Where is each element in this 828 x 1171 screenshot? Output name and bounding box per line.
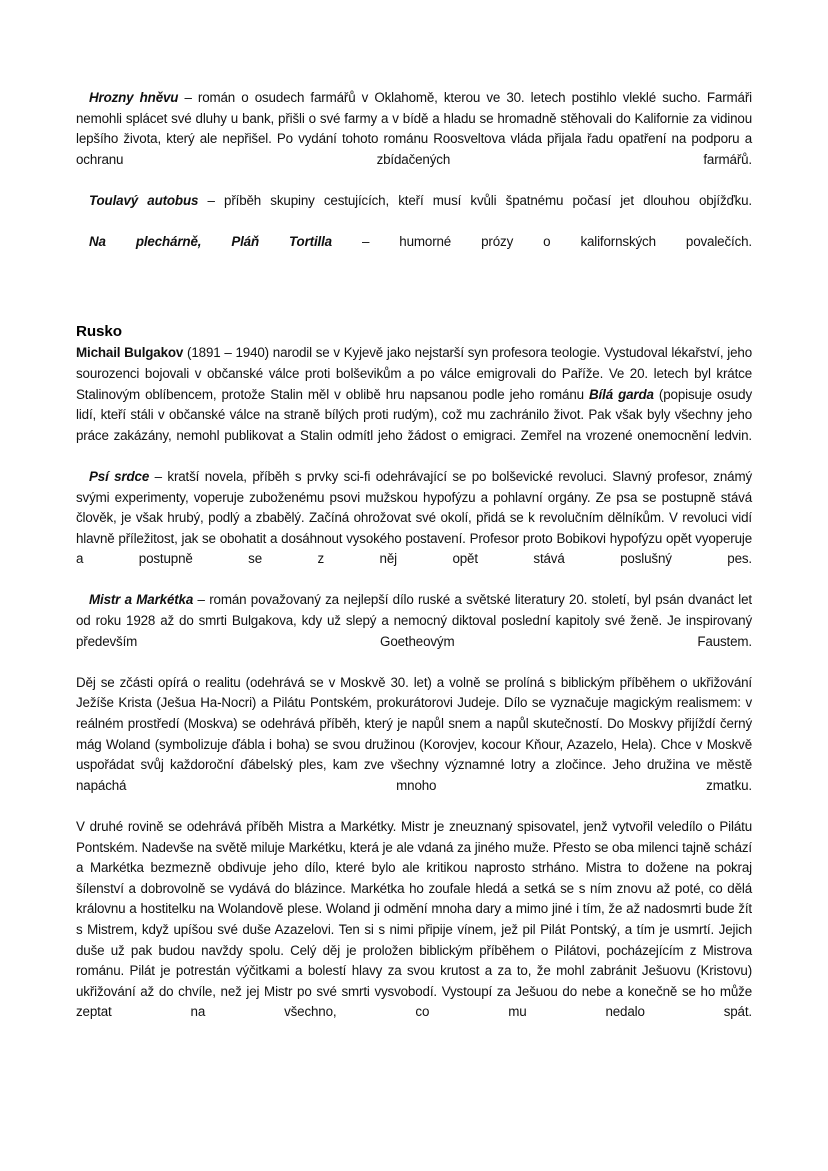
work-title-psi-srdce: Psí srdce: [89, 468, 150, 484]
work-description-psi-srdce: – kratší novela, příběh s prvky sci-fi odehrávající se po bolševické revoluci. Slavný profesor, známý svými experimenty, voperuje zuboženému psovi mužskou hypofýzu a pohlavní orgány. Ze psa se postupně stává člověk, je však hrubý, podlý a zbabělý. Začíná ohrožovat své okolí, přidá se k revolučním dělníkům. V revoluci vidí hlavně příležitost, jak se obohatit a dosáhnout vysokého postavení. Profesor proto Bobikovi hypofýzu opět vyoperuje a postupně se z něj opět stává poslušný pes.: [76, 468, 753, 567]
work-title-mistr-a-marketka: Mistr a Markétka: [89, 592, 194, 608]
paragraph-dej-druha-rovina: V druhé rovině se odehrává příběh Mistra a Markétky. Mistr je zneuznaný spisovatel, jenž vytvořil veledílo o Pilátu Pontském. Nadevše na světě miluje Markétku, která je ale vdaná za jiného muže. Přesto se oba milenci tajně schází a Markétka bezmezně obdivuje jeho dílo, které bylo ale kritikou naprosto strháno. Mistra to dožene na pokraj šílenství a dobrovolně se vydává do blázince. Markétka ho zoufale hledá a setká se s ním znovu až poté, co dělá královnu a hostitelku na Wolandově plese. Woland ji odmění mnoha dary a mimo jiné i tím, že až nadosmrti bude žít s Mistrem, když upíšou své duše Azazelovi. Ten si s nimi připije vínem, jež pil Pilát Pontský, a tím je usmrtí. Jejich duše už pak budou navždy spolu. Celý děj je proložen biblickým příběhem o Pilátovi, pocházejícím z Mistrova románu. Pilát je potrestán výčitkami a bolestí hlavy za svou krutost a za to, že mohl zabránit Ješuovu (Kristovu) ukřižování až do chvíle, než jej Mistr po své smrti vysvobodí. Vystoupí za Ješuou do nebe a konečně se ho může zeptat na všechno, co mu nedalo spát.: [76, 819, 752, 1020]
work-title-na-plecharne: Na plechárně, Pláň Tortilla: [89, 234, 332, 250]
document-text-column: [76, 88, 752, 1044]
paragraph-mistr-a-marketka: [76, 590, 752, 672]
paragraph-dej-prvni-rovina: Děj se zčásti opírá o realitu (odehrává se v Moskvě 30. let) a volně se prolíná s biblickým příběhem o ukřižování Ježíše Krista (Ješua Ha-Nocri) a Pilátu Pontském, prokurátorovi Judeje. Dílo se vyznačuje magickým realismem: v reálném prostředí (Moskva) se odehrává příběh, který je napůl snem a napůl skutečností. Do Moskvy přijíždí černý mág Woland (symbolizuje ďábla i boha) se svou družinou (Korovjev, kocour Kňour, Azazelo, Hela). Chce v Moskvě uspořádat svůj každoroční ďábelský ples, kam zve všechny významné lotry a zločince. Jeho družina ve městě napáchá mnoho zmatku.: [76, 674, 752, 793]
section-spacer: [76, 273, 752, 321]
paragraph-na-plecharne: [76, 232, 752, 273]
paragraph-psi-srdce: [76, 467, 752, 591]
work-title-toulavy-autobus: Toulavý autobus: [89, 192, 199, 208]
work-description-mistr-a-marketka: – román považovaný za nejlepší dílo ruské a světské literatury 20. století, byl psán dvanáct let od roku 1928 až do smrti Bulgakova, kdy už slepý a nemocný diktoval poslední kapitoly své ženě. Je inspirovaný především Goetheovým Faustem.: [76, 592, 752, 649]
work-title-hrozny-hnevu: Hrozny hněvu: [89, 90, 179, 105]
paragraph-author-bulgakov: [76, 343, 752, 467]
paragraph-toulavy-autobus: [76, 191, 752, 232]
work-description-hrozny-hnevu: – román o osudech farmářů v Oklahomě, kterou ve 30. letech postihlo vleklé sucho. Farmáři nemohli splácet své dluhy u bank, přišli o své farmy a v bídě a hladu se hromadně stěhovali do Kalifornie za vidinou lepšího života, který ale nepřišel. Po vydání tohoto románu Roosveltova vláda přijala řadu opatření na podporu a ochranu zbídačených farmářů.: [76, 90, 752, 167]
author-bio-part-2: (popisuje osudy lidí, kteří stáli v občanské válce na straně bílých proti rudým), což mu zachránilo život. Pak však byly všechny jeho práce zakázány, nemohl publikovat a Stalin odmítl jeho žádost o emigraci. Zemřel na vrozené onemocnění ledvin.: [76, 386, 752, 443]
author-name-bulgakov: Michail Bulgakov: [76, 345, 184, 361]
paragraph-hrozny-hnevu: [76, 88, 752, 191]
work-title-bila-garda: Bílá garda: [589, 386, 654, 402]
author-bio-part-1: (1891 – 1940) narodil se v Kyjevě jako nejstarší syn profesora teologie. Vystudoval lékařství, jeho sourozenci bojovali v občanské válce proti bolševikům a po válce emigrovali do Paříže. Ve 20. letech byl krátce Stalinovým oblíbencem, protože Stalin měl v oblibě hru napsanou podle jeho románu: [76, 345, 752, 402]
work-description-na-plecharne: – humorné prózy o kalifornských povalečích.: [331, 234, 752, 250]
section-heading-rusko: Rusko: [76, 323, 122, 341]
work-description-toulavy-autobus: – příběh skupiny cestujících, kteří musí kvůli špatnému počasí jet dlouhou objížďku.: [198, 192, 752, 208]
